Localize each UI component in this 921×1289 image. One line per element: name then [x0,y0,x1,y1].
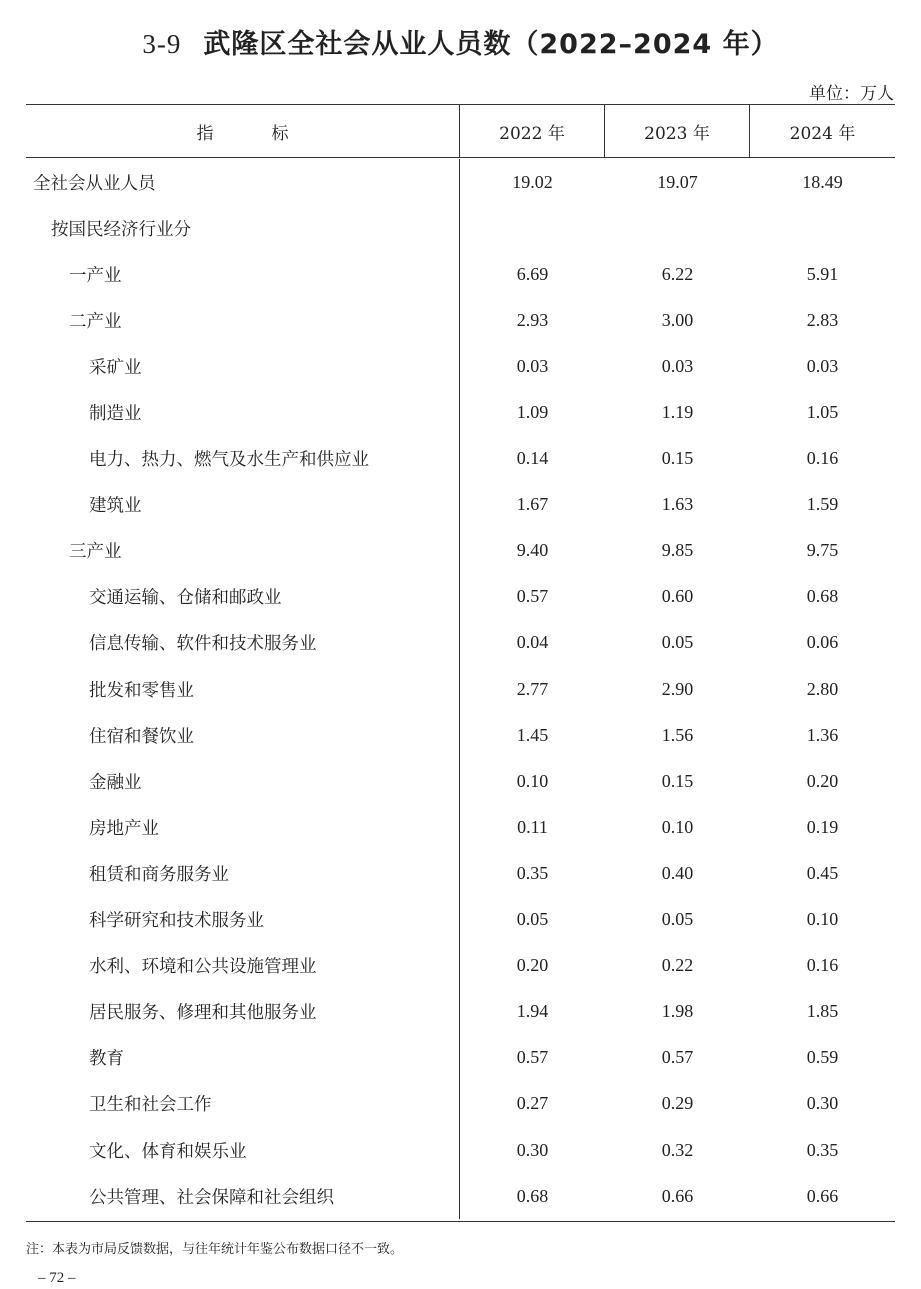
year-header-2022: 2022 年 [460,105,605,157]
row-value-2 [750,205,895,251]
row-value-2: 0.68 [806,586,839,607]
table-row [26,897,895,943]
row-value-2: 0.10 [806,909,839,930]
table-row [26,1035,895,1081]
row-value-1: 1.19 [661,402,694,423]
row-value-2: 1.59 [806,494,839,515]
row-label: 租赁和商务服务业 [26,850,460,896]
table-body [26,158,895,1221]
row-value-1: 0.05 [661,632,694,653]
row-value-1: 0.29 [661,1093,694,1114]
row-label: 按国民经济行业分 [26,205,460,251]
table-header [26,105,895,158]
row-label: 信息传输、软件和技术服务业 [26,620,460,666]
table-row [26,620,895,666]
year-header-2023: 2023 年 [605,105,750,157]
row-value-0: 1.09 [516,402,549,423]
row-label: 房地产业 [26,804,460,850]
row-value-1: 0.57 [661,1047,694,1068]
table-row [26,528,895,574]
row-value-0: 6.69 [516,263,549,284]
row-value-1: 19.07 [657,171,698,192]
row-value-2: 0.45 [806,862,839,883]
row-value-2: 0.03 [806,355,839,376]
table-row [26,943,895,989]
row-label: 批发和零售业 [26,666,460,712]
row-value-2: 5.91 [806,263,839,284]
table-row [26,251,895,297]
table-number: 3-9 [142,29,182,59]
row-value-2: 1.36 [806,724,839,745]
row-label: 二产业 [26,297,460,343]
row-label: 科学研究和技术服务业 [26,897,460,943]
row-value-0: 0.11 [517,816,548,837]
table-row [26,389,895,435]
row-label: 文化、体育和娱乐业 [26,1127,460,1173]
page-title [0,22,921,61]
row-value-0: 1.67 [516,494,549,515]
row-value-2: 0.66 [806,1185,839,1206]
row-value-2: 0.16 [806,448,839,469]
row-value-0: 1.94 [516,1001,549,1022]
row-value-0: 0.10 [516,770,549,791]
row-value-0: 0.14 [516,448,549,469]
row-value-1: 9.85 [661,540,694,561]
table-row [26,804,895,850]
row-value-2: 1.85 [806,1001,839,1022]
row-value-0: 0.57 [516,1047,549,1068]
row-value-1: 0.40 [661,862,694,883]
row-value-0 [460,205,605,251]
table-row [26,712,895,758]
row-value-2: 2.83 [806,309,839,330]
row-label: 一产业 [26,251,460,297]
row-value-2: 2.80 [806,678,839,699]
year-header-2024: 2024 年 [789,123,856,144]
table-row [26,1081,895,1127]
row-value-1: 0.10 [661,816,694,837]
row-value-2: 0.30 [806,1093,839,1114]
row-value-2: 9.75 [806,540,839,561]
unit-label: 单位：万人 [809,84,894,104]
data-table [26,104,895,1222]
row-value-0: 0.04 [516,632,549,653]
row-value-1: 0.60 [661,586,694,607]
row-label: 电力、热力、燃气及水生产和供应业 [26,436,460,482]
table-row [26,159,895,205]
row-value-2: 0.35 [806,1139,839,1160]
footnote: 注：本表为市局反馈数据，与往年统计年鉴公布数据口径不一致。 [26,1242,404,1257]
row-value-1: 3.00 [661,309,694,330]
row-label: 全社会从业人员 [26,159,460,205]
row-label: 公共管理、社会保障和社会组织 [26,1173,460,1219]
row-value-2: 18.49 [802,171,843,192]
table-row [26,758,895,804]
table-row [26,482,895,528]
row-value-2: 0.19 [806,816,839,837]
table-row [26,574,895,620]
indicator-header [26,105,460,157]
row-value-1: 0.05 [661,909,694,930]
table-row [26,205,895,251]
row-value-1: 0.15 [661,770,694,791]
row-value-2: 0.59 [806,1047,839,1068]
row-value-0: 2.77 [516,678,549,699]
row-value-0: 0.30 [516,1139,549,1160]
row-value-1: 0.66 [661,1185,694,1206]
row-value-1: 0.22 [661,955,694,976]
row-value-0: 2.93 [516,309,549,330]
row-value-0: 19.02 [512,171,553,192]
row-value-2: 1.05 [806,402,839,423]
row-label: 卫生和社会工作 [26,1081,460,1127]
row-value-1: 0.03 [661,355,694,376]
row-value-1 [605,205,750,251]
table-title: 武隆区全社会从业人员数（2022–2024 年） [203,29,779,60]
row-value-0: 0.03 [516,355,549,376]
row-value-0: 0.35 [516,862,549,883]
row-value-2: 0.20 [806,770,839,791]
row-value-1: 2.90 [661,678,694,699]
row-value-0: 9.40 [516,540,549,561]
row-value-0: 1.45 [516,724,549,745]
table-row [26,850,895,896]
row-value-0: 0.20 [516,955,549,976]
table-row [26,297,895,343]
row-label: 居民服务、修理和其他服务业 [26,989,460,1035]
page-number: – 72 – [38,1270,76,1286]
row-value-2: 0.16 [806,955,839,976]
row-value-1: 0.32 [661,1139,694,1160]
row-label: 教育 [26,1035,460,1081]
row-value-0: 0.05 [516,909,549,930]
row-label: 金融业 [26,758,460,804]
row-value-0: 0.68 [516,1185,549,1206]
row-label: 水利、环境和公共设施管理业 [26,943,460,989]
row-value-1: 1.98 [661,1001,694,1022]
row-label: 制造业 [26,389,460,435]
row-label: 采矿业 [26,343,460,389]
row-value-1: 1.63 [661,494,694,515]
indicator-header-char2: 标 [271,123,289,144]
row-label: 三产业 [26,528,460,574]
row-value-1: 0.15 [661,448,694,469]
table-row [26,1127,895,1173]
row-label: 建筑业 [26,482,460,528]
row-value-1: 1.56 [661,724,694,745]
table-row [26,343,895,389]
row-value-0: 0.27 [516,1093,549,1114]
table-row [26,436,895,482]
indicator-header-char1: 指 [196,123,214,144]
row-label: 交通运输、仓储和邮政业 [26,574,460,620]
table-row [26,666,895,712]
row-value-0: 0.57 [516,586,549,607]
table-row [26,1173,895,1219]
row-value-2: 0.06 [806,632,839,653]
table-row [26,989,895,1035]
row-label: 住宿和餐饮业 [26,712,460,758]
row-value-1: 6.22 [661,263,694,284]
